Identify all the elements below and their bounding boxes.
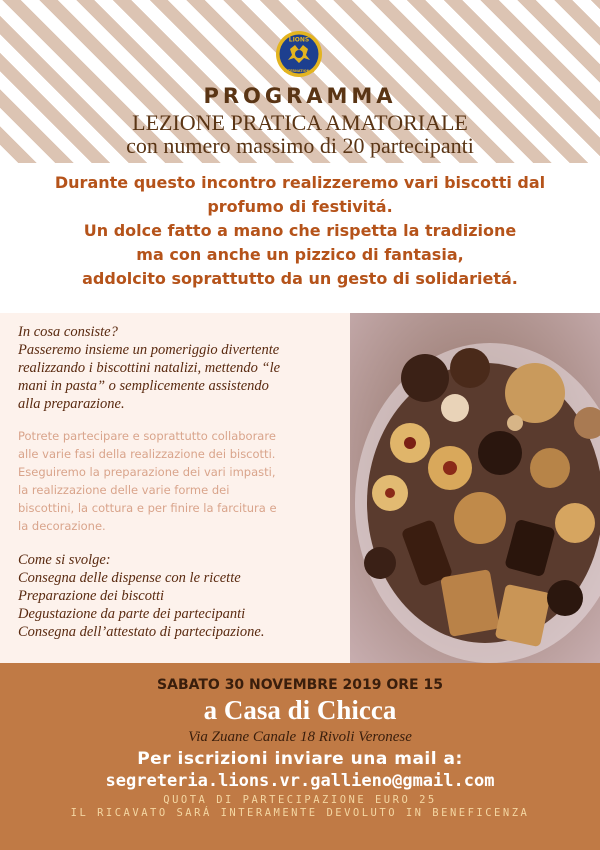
- what-line: alla preparazione.: [18, 396, 125, 412]
- fee-text: QUOTA DI PARTECIPAZIONE EURO 25: [163, 794, 437, 806]
- lions-logo: [275, 30, 323, 78]
- participate-line: Eseguiremo la preparazione dei vari impasti,: [18, 465, 276, 479]
- participate-block: [18, 427, 348, 535]
- how-block: [18, 551, 348, 641]
- subtitle-lesson: LEZIONE PRATICA AMATORIALE: [132, 110, 468, 135]
- participate-line: la realizzazione delle varie forme dei: [18, 483, 230, 497]
- event-date: SABATO 30 NOVEMBRE 2019 ORE 15: [157, 677, 443, 693]
- header: [0, 0, 600, 163]
- intro-line: addolcito soprattutto da un gesto di solidarietá.: [82, 269, 518, 288]
- participate-line: Potrete partecipare e soprattutto collaborare: [18, 429, 276, 443]
- what-block: [18, 323, 348, 413]
- details-section: [0, 313, 600, 663]
- event-address: Via Zuane Canale 18 Rivoli Veronese: [188, 729, 412, 745]
- charity-text: IL RICAVATO SARÁ INTERAMENTE DEVOLUTO IN BENEFICENZA: [70, 807, 530, 819]
- event-venue: a Casa di Chicca: [203, 695, 397, 725]
- what-line: In cosa consiste?: [18, 324, 118, 340]
- details-text: [18, 323, 348, 641]
- intro-line: Durante questo incontro realizzeremo vari biscotti dal: [54, 173, 546, 192]
- event-section: [0, 663, 600, 850]
- how-line: Consegna dell’attestato di partecipazione.: [18, 624, 265, 640]
- how-line: Come si svolge:: [18, 552, 111, 568]
- logo-text: LIONS: [288, 36, 310, 44]
- participate-line: alle varie fasi della realizzazione dei biscotti.: [18, 447, 276, 461]
- logo-subtext: INTERNATIONAL: [283, 69, 315, 73]
- participate-line: la decorazione.: [18, 519, 106, 533]
- cookies-photo: [350, 313, 600, 663]
- what-line: realizzando i biscottini natalizi, mettendo “le: [18, 360, 281, 376]
- intro-paragraph: [0, 171, 600, 291]
- subtitle-participants: con numero massimo di 20 partecipanti: [126, 133, 474, 158]
- participate-line: biscottini, la cottura e per finire la farcitura e: [18, 501, 277, 515]
- how-line: Degustazione da parte dei partecipanti: [18, 606, 246, 622]
- registration-text: Per iscrizioni inviare una mail a:: [137, 749, 463, 769]
- how-line: Preparazione dei biscotti: [18, 588, 165, 604]
- page-title: PROGRAMMA: [203, 84, 397, 108]
- intro-line: ma con anche un pizzico di fantasia,: [136, 245, 464, 264]
- intro-line: profumo di festivitá.: [207, 197, 393, 216]
- how-line: Consegna delle dispense con le ricette: [18, 570, 241, 586]
- what-line: Passeremo insieme un pomeriggio divertente: [18, 342, 280, 358]
- intro-line: Un dolce fatto a mano che rispetta la tradizione: [83, 221, 517, 240]
- what-line: mani in pasta” o semplicemente assistendo: [18, 378, 269, 394]
- contact-email: segreteria.lions.vr.gallieno@gmail.com: [105, 771, 495, 791]
